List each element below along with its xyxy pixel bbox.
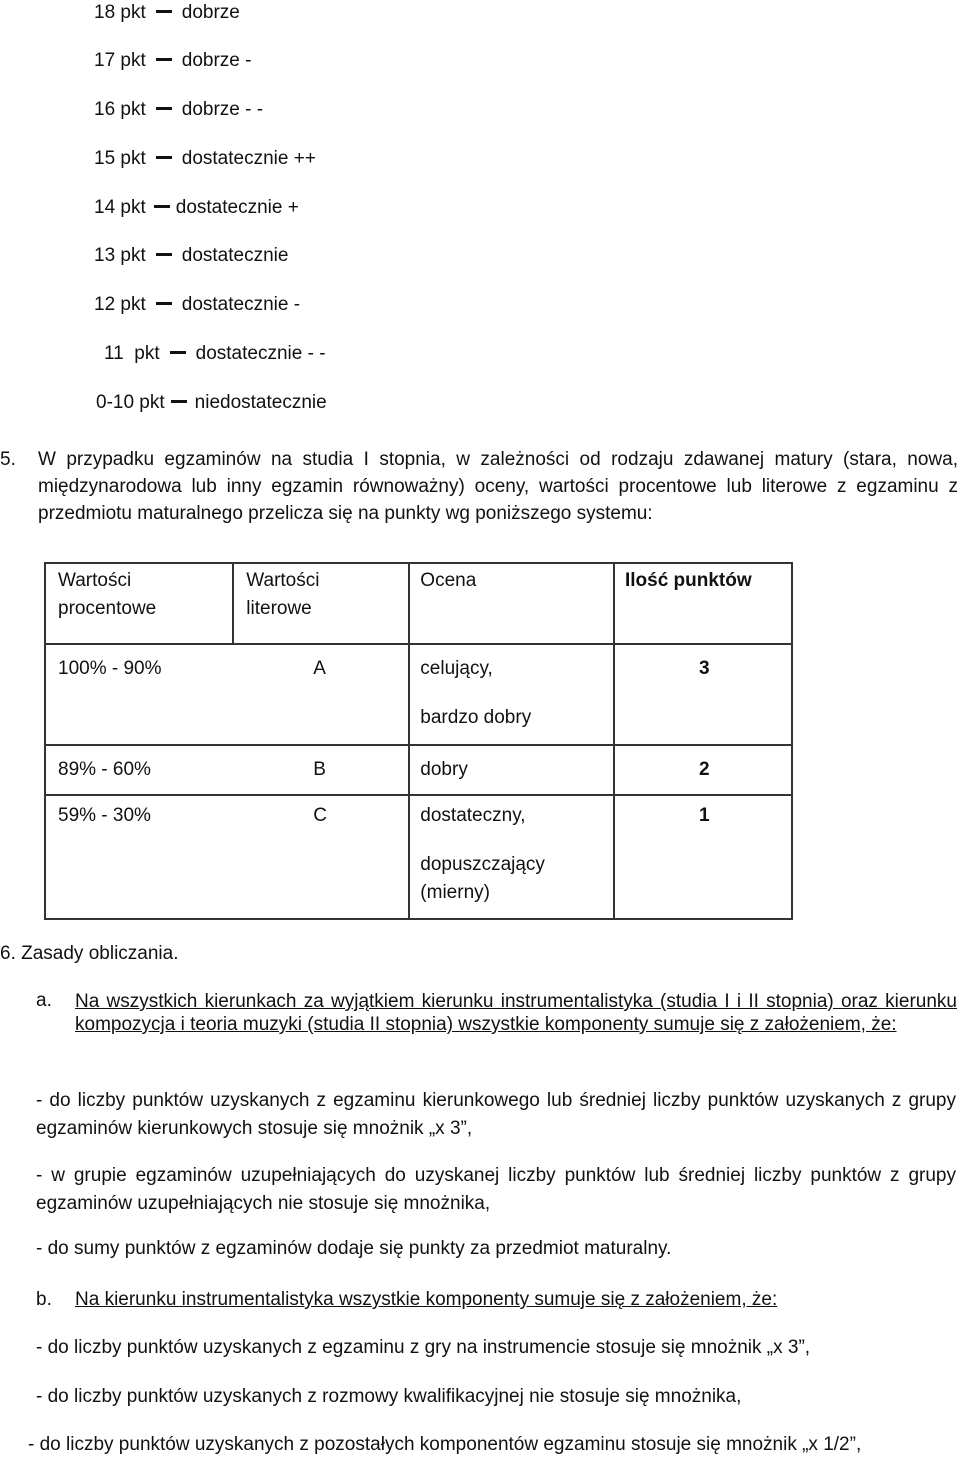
grade-text: dobry (420, 759, 468, 780)
item-a-rule: - do sumy punktów z egzaminów dodaje się punkty za przedmiot maturalny. (36, 1238, 672, 1259)
cell-percent: 59% - 30% (45, 795, 233, 919)
item-b-text: Na kierunku instrumentalistyka wszystkie komponenty sumuje się z założeniem, że: (75, 1289, 778, 1310)
item-b-rule: - do liczby punktów uzyskanych z pozostałych komponentów egzaminu stosuje się mnożnik „x 1/2”, (28, 1434, 862, 1455)
header-label: procentowe (58, 598, 157, 619)
grade-text: bardzo dobry (420, 707, 532, 728)
header-grade (409, 563, 614, 644)
dash-icon (156, 10, 172, 13)
item-b-marker: b. (36, 1289, 52, 1310)
header-letter (233, 563, 409, 644)
header-points (614, 563, 792, 644)
grade-points: 18 pkt (94, 2, 146, 23)
item-b-rule: - do liczby punktów uzyskanych z egzaminu z gry na instrumencie stosuje się mnożnik „x 3”, (36, 1337, 811, 1358)
item-b-rule: - do liczby punktów uzyskanych z rozmowy kwalifikacyjnej nie stosuje się mnożnika, (36, 1386, 742, 1407)
grade-points: 0-10 pkt (96, 392, 165, 413)
header-label: literowe (246, 598, 312, 619)
cell-grade (409, 745, 614, 795)
grade-line (96, 390, 327, 416)
table-row (45, 795, 792, 919)
header-percent (45, 563, 233, 644)
dash-icon (156, 253, 172, 256)
section-5 (0, 446, 958, 527)
grade-line (94, 292, 300, 318)
grade-text: dopuszczający (420, 854, 545, 875)
grade-points: 11 pkt (104, 343, 160, 364)
table-header-row (45, 563, 792, 644)
cell-letter: A (233, 644, 409, 745)
grade-line (104, 341, 326, 367)
table-row (45, 745, 792, 795)
grade-points: 17 pkt (94, 50, 146, 71)
section-5-text: W przypadku egzaminów na studia I stopnia, w zależności od rodzaju zdawanej matury (stara, nowa, międzynarodowa lub inny egzamin równoważny) oceny, wartości procentowe lub literowe z egzaminu z przedmiotu maturalnego przelicza się na punkty wg poniższego systemu: (38, 449, 958, 524)
grade-line (94, 97, 263, 123)
grade-line (94, 48, 251, 74)
dash-icon (154, 205, 170, 208)
section-6-heading: 6. Zasady obliczania. (0, 943, 179, 964)
grade-label: dostatecznie (181, 245, 289, 266)
item-a-rule: - do liczby punktów uzyskanych z egzaminu kierunkowego lub średniej liczby punktów uzyskanych z grupy egzaminów kierunkowych stosuje się mnożnik „x 3”, (36, 1090, 956, 1139)
grade-points: 13 pkt (94, 245, 146, 266)
grade-label: dobrze - - (181, 99, 264, 120)
conversion-table (44, 562, 793, 920)
grade-points: 16 pkt (94, 99, 146, 120)
grade-label: dostatecznie - - (195, 343, 326, 364)
dash-icon (170, 351, 186, 354)
cell-points: 3 (614, 644, 792, 745)
cell-percent: 100% - 90% (45, 644, 233, 745)
item-a-text: Na wszystkich kierunkach za wyjątkiem kierunku instrumentalistyka (studia I i II stopnia) oraz kierunku kompozycja i teoria muzyki (studia II stopnia) wszystkie komponenty sumuje się z założeniem, że: (75, 991, 957, 1035)
cell-points: 1 (614, 795, 792, 919)
grade-line (94, 146, 316, 172)
header-label: Wartości (246, 570, 320, 591)
grade-points: 12 pkt (94, 294, 146, 315)
dash-icon (156, 302, 172, 305)
grade-label: dobrze (181, 2, 240, 23)
section-number: 5. (0, 449, 16, 470)
grade-label: dostatecznie + (175, 197, 299, 218)
grade-label: dobrze - (181, 50, 252, 71)
grade-text: (mierny) (420, 882, 490, 903)
dash-icon (156, 156, 172, 159)
grade-line (94, 0, 240, 26)
grade-label: niedostatecznie (194, 392, 327, 413)
header-label: Ilość punktów (624, 570, 752, 591)
table-row (45, 644, 792, 745)
cell-percent: 89% - 60% (45, 745, 233, 795)
grade-points: 14 pkt (94, 197, 146, 218)
grade-text: dostateczny, (420, 805, 526, 826)
cell-grade (409, 795, 614, 919)
grade-label: dostatecznie - (181, 294, 301, 315)
cell-letter: C (233, 795, 409, 919)
grade-line (94, 195, 299, 221)
grade-text: celujący, (420, 658, 493, 679)
dash-icon (156, 107, 172, 110)
header-label: Wartości (58, 570, 132, 591)
cell-points: 2 (614, 745, 792, 795)
grade-points: 15 pkt (94, 148, 146, 169)
item-a-rule: - w grupie egzaminów uzupełniających do uzyskanej liczby punktów lub średniej liczby punktów z grupy egzaminów uzupełniających nie stosuje się mnożnika, (36, 1165, 956, 1214)
header-label: Ocena (420, 570, 477, 591)
cell-grade (409, 644, 614, 745)
grade-label: dostatecznie ++ (181, 148, 316, 169)
item-a-marker: a. (36, 990, 52, 1011)
cell-letter: B (233, 745, 409, 795)
grade-line (94, 243, 288, 269)
dash-icon (156, 58, 172, 61)
dash-icon (171, 400, 187, 403)
